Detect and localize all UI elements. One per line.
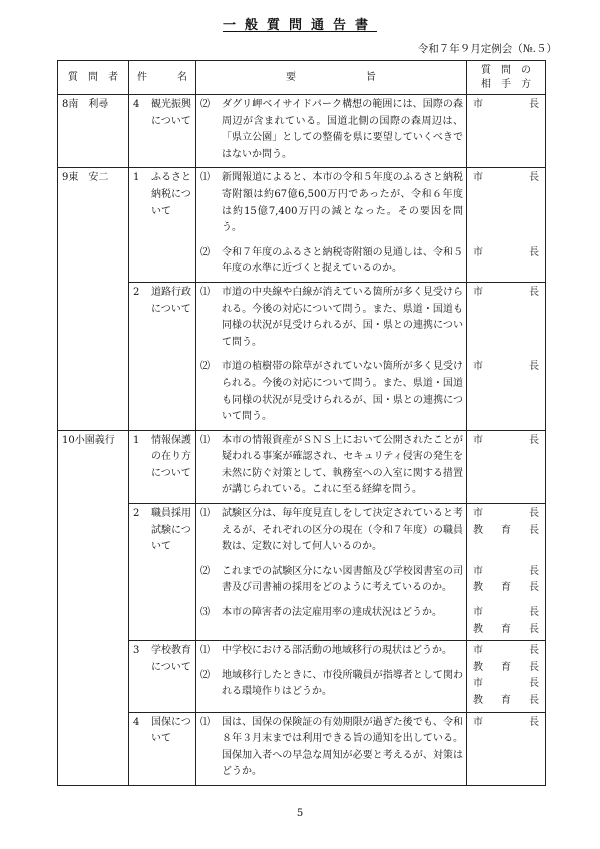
table-row xyxy=(58,712,546,785)
gist-cell xyxy=(196,430,467,503)
respondent-char: 市 xyxy=(473,678,483,690)
respondent-char: 教 xyxy=(473,524,483,536)
respondent-cell xyxy=(467,712,546,785)
subject-name: 学校教育について xyxy=(151,645,191,673)
gist-cell xyxy=(196,712,467,785)
respondent-char: 市 xyxy=(473,508,483,520)
respondent-char: 市 xyxy=(473,246,483,258)
respondent-char: 市 xyxy=(473,434,483,446)
respondent-cell xyxy=(467,504,546,641)
respondent-char: 市 xyxy=(473,172,483,184)
header-subject: 件 名 xyxy=(129,61,196,95)
respondent xyxy=(473,359,539,376)
respondent xyxy=(473,170,539,187)
subject-number: 2 xyxy=(133,508,140,520)
item-text: 地域移行したときに、市役所職員が指導者として関われる環境作りはどうか。 xyxy=(222,669,463,698)
respondent-char: 市 xyxy=(473,565,483,577)
respondent-char: 長 xyxy=(529,565,539,577)
respondent xyxy=(473,580,539,597)
header-respondent-line1: 質 問 の xyxy=(481,64,531,76)
header-respondent-line2: 相 手 方 xyxy=(481,78,531,90)
subject-cell xyxy=(129,712,196,785)
item-marker: ⑴ xyxy=(200,508,210,520)
asker-cell: 10小園義行 xyxy=(58,430,129,785)
question-notice-table xyxy=(57,60,546,786)
header-respondent xyxy=(467,61,546,95)
subject-name: 職員採用試験について xyxy=(151,508,191,553)
question-item xyxy=(200,564,463,597)
table-row xyxy=(58,641,546,712)
subject-number: 4 xyxy=(133,99,140,110)
subject-cell xyxy=(129,430,196,503)
question-item xyxy=(200,285,463,351)
question-item xyxy=(200,715,463,781)
respondent-char: 市 xyxy=(473,645,483,657)
asker-cell: 9東 安二 xyxy=(58,168,129,430)
item-text: 試験区分は、毎年度見直しをして決定されていると考えるが、それぞれの区分の現在（令和７年度）の職員数は、定数に対して何人いるのか。 xyxy=(222,508,463,553)
subject-name: 道路行政について xyxy=(151,286,191,315)
respondent-char: 市 xyxy=(473,716,483,728)
table-row xyxy=(58,504,546,641)
item-text: ダグリ岬ベイサイドパーク構想の範囲には、国際の森周辺が含まれている。国道北側の国際の森周辺は、「県立公園」としての整備を県に要望していくべきではないか問う。 xyxy=(222,99,463,160)
item-text: 市道の中央線や白線が消えている箇所が多く見受けられる。今後の対応について問う。また、県道・国道も同様の状況が見受けられるが、国・県との連携について問う。 xyxy=(222,286,463,348)
subject-number: 2 xyxy=(133,286,140,298)
respondent xyxy=(473,693,539,710)
subject-name: 情報保護の在り方について xyxy=(151,434,191,479)
question-item xyxy=(200,245,463,278)
respondent-char: 長 xyxy=(529,661,539,673)
respondent-char: 長 xyxy=(529,172,539,184)
table-row xyxy=(58,95,546,168)
item-text: 国は、国保の保険証の有効期限が過ぎた後でも、令和８年３月末までは利用できる旨の通知を出している。国保加入者への早急な周知が必要と考えるが、対策はどうか。 xyxy=(222,716,463,778)
item-marker: ⑴ xyxy=(200,716,210,728)
respondent-cell xyxy=(467,282,546,430)
respondent xyxy=(473,506,539,523)
subject-cell xyxy=(129,641,196,712)
respondent-char: 市 xyxy=(473,607,483,619)
table-row xyxy=(58,282,546,430)
respondent xyxy=(473,643,539,660)
respondent-char: 育 xyxy=(501,623,511,635)
item-marker: ⑴ xyxy=(200,286,210,298)
respondent xyxy=(473,245,539,262)
item-marker: ⑴ xyxy=(200,172,210,184)
subject-number: 3 xyxy=(133,645,140,657)
item-marker: ⑶ xyxy=(200,607,210,619)
asker-cell: 8南 利尋 xyxy=(58,95,129,168)
gist-cell xyxy=(196,95,467,168)
respondent xyxy=(473,97,539,114)
respondent xyxy=(473,285,539,302)
gist-cell xyxy=(196,504,467,641)
table-row xyxy=(58,168,546,283)
item-text: 令和７年度のふるさと納税寄附額の見通しは、令和５年度の水準に近づくと捉えているのか。 xyxy=(222,246,463,275)
respondent-char: 長 xyxy=(529,582,539,594)
subject-cell xyxy=(129,168,196,283)
respondent-char: 長 xyxy=(529,434,539,446)
item-marker: ⑵ xyxy=(200,669,210,681)
respondent-char: 育 xyxy=(501,695,511,706)
subject-cell xyxy=(129,95,196,168)
table-row xyxy=(58,430,546,503)
question-item xyxy=(200,605,463,622)
gist-cell xyxy=(196,168,467,283)
item-marker: ⑵ xyxy=(200,246,210,258)
respondent xyxy=(473,676,539,693)
document-title: 一般質問通告書 xyxy=(222,18,377,33)
subject-cell xyxy=(129,282,196,430)
header-asker: 質 問 者 xyxy=(58,61,129,95)
respondent-char: 長 xyxy=(529,524,539,536)
subject-number: 4 xyxy=(133,716,140,728)
respondent xyxy=(473,622,539,639)
question-item xyxy=(200,170,463,236)
gist-cell xyxy=(196,641,467,712)
item-marker: ⑵ xyxy=(200,565,210,577)
respondent-char: 教 xyxy=(473,695,483,706)
respondent-char: 長 xyxy=(529,623,539,635)
respondent xyxy=(473,660,539,677)
subject-name: 観光振興について xyxy=(151,99,191,127)
respondent-char: 市 xyxy=(473,99,483,110)
respondent-cell xyxy=(467,95,546,168)
respondent-char: 長 xyxy=(529,246,539,258)
item-marker: ⑴ xyxy=(200,434,210,446)
item-text: 本市の障害者の法定雇用率の達成状況はどうか。 xyxy=(222,607,442,619)
respondent-char: 長 xyxy=(529,716,539,728)
respondent-char: 長 xyxy=(529,645,539,657)
respondent-char: 長 xyxy=(529,607,539,619)
item-marker: ⑵ xyxy=(200,361,210,373)
respondent-char: 育 xyxy=(501,661,511,673)
header-gist: 要 旨 xyxy=(196,61,467,95)
subject-cell xyxy=(129,504,196,641)
item-text: 中学校における部活動の地域移行の現状はどうか。 xyxy=(222,645,452,657)
respondent-char: 育 xyxy=(501,582,511,594)
respondent-char: 教 xyxy=(473,661,483,673)
respondent-char: 長 xyxy=(529,678,539,690)
respondent-char: 長 xyxy=(529,99,539,110)
respondent xyxy=(473,715,539,732)
subject-name: 国保について xyxy=(151,716,191,745)
question-item xyxy=(200,433,463,499)
respondent-cell xyxy=(467,641,546,712)
subject-name: ふるさと納税について xyxy=(151,172,191,217)
respondent-cell xyxy=(467,430,546,503)
respondent-char: 長 xyxy=(529,286,539,298)
item-text: 本市の情報資産がＳＮＳ上において公開されたことが疑われる事案が確認され、セキュリティ侵害の発生を未然に防ぐ対策として、執務室への入室に関する措置が講じられている。これに至る経緯を問う。 xyxy=(222,434,463,496)
question-item xyxy=(200,359,463,425)
respondent-char: 育 xyxy=(501,524,511,536)
item-marker: ⑴ xyxy=(200,645,210,657)
session-label: 令和７年９月定例会（№.５） xyxy=(417,43,557,55)
question-item xyxy=(200,506,463,556)
respondent-char: 長 xyxy=(529,508,539,520)
respondent xyxy=(473,433,539,450)
subject-number: 1 xyxy=(133,172,140,184)
respondent-char: 市 xyxy=(473,286,483,298)
question-item xyxy=(200,97,463,163)
respondent xyxy=(473,605,539,622)
table-header-row xyxy=(58,61,546,95)
respondent-char: 教 xyxy=(473,582,483,594)
subject-number: 1 xyxy=(133,434,140,446)
question-item xyxy=(200,643,463,660)
respondent-char: 長 xyxy=(529,695,539,706)
respondent xyxy=(473,523,539,540)
item-marker: ⑵ xyxy=(200,99,210,110)
table-body xyxy=(58,95,546,786)
respondent-cell xyxy=(467,168,546,283)
respondent xyxy=(473,564,539,581)
item-text: 新聞報道によると、本市の令和５年度のふるさと納税寄附額は約67億6,500万円であったが、令和６年度は約15億7,400万円の減となった。その要因を問う。 xyxy=(222,172,463,234)
item-text: これまでの試験区分にない図書館及び学校図書室の司書及び司書補の採用をどのように考えているのか。 xyxy=(222,565,463,594)
respondent-char: 長 xyxy=(529,361,539,373)
gist-cell xyxy=(196,282,467,430)
question-item xyxy=(200,668,463,701)
page-number: 5 xyxy=(296,808,304,819)
item-text: 市道の植樹帯の除草がされていない箇所が多く見受けられる。今後の対応について問う。また、県道・国道も同様の状況が見受けられるが、国・県との連携について問う。 xyxy=(222,361,463,423)
respondent-char: 市 xyxy=(473,361,483,373)
respondent-char: 教 xyxy=(473,623,483,635)
